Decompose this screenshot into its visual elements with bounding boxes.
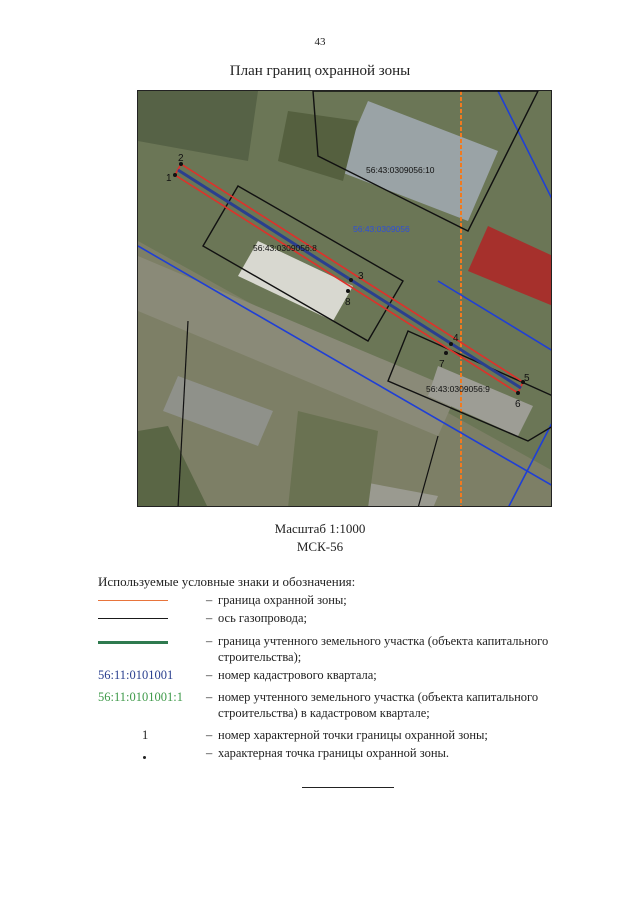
quarter-number-label: 56:43:0309056 (353, 224, 410, 234)
legend-text-symbol (98, 727, 198, 743)
legend-line-symbol (98, 633, 198, 649)
legend-dash: – (206, 634, 213, 648)
legend-line-swatch (98, 600, 168, 601)
legend-text-symbol (98, 667, 198, 683)
legend-heading: Используемые условные знаки и обозначения: (98, 574, 356, 589)
point-label: 1 (166, 173, 172, 184)
parcel-number-label: 56:43:0309056:8 (253, 243, 317, 253)
legend-description: номер учтенного земельного участка (объекта капитального строительства) в кадастровом квартале; (218, 690, 539, 720)
map-canvas (138, 91, 552, 507)
legend-symbol-text: 56:11:0101001:1 (98, 690, 183, 704)
point-label: 3 (358, 271, 364, 282)
legend-symbol-text: 1 (142, 728, 149, 742)
map-frame (137, 90, 552, 507)
legend-dot-symbol (98, 745, 198, 761)
point-label: 6 (515, 399, 521, 410)
legend-line-swatch (98, 641, 168, 644)
point-label: 2 (178, 153, 184, 164)
page-title: План границ охранной зоны (229, 63, 411, 79)
legend-description: граница охранной зоны; (218, 593, 347, 607)
zone-point (516, 391, 520, 395)
point-label: 7 (439, 359, 445, 370)
legend-line-symbol (98, 592, 198, 608)
legend-dash: – (206, 728, 213, 742)
legend-dot-swatch (143, 756, 146, 759)
point-label: 8 (345, 297, 351, 308)
legend-description: ось газопровода; (218, 611, 308, 625)
map-scale: Масштаб 1:1000 (274, 521, 366, 536)
parcel-number-label: 56:43:0309056:10 (366, 165, 435, 175)
legend-symbol-text: 56:11:0101001 (98, 668, 174, 682)
point-label: 5 (524, 373, 530, 384)
legend-description: характерная точка границы охранной зоны. (218, 746, 450, 760)
zone-point (444, 351, 448, 355)
legend-line-swatch (98, 618, 168, 619)
coordinate-system: МСК-56 (296, 539, 344, 554)
legend-dash: – (206, 611, 213, 625)
legend-dash: – (206, 593, 213, 607)
legend-text-symbol (98, 689, 198, 705)
page-number: 43 (314, 36, 326, 48)
zone-point (346, 289, 350, 293)
legend-dash: – (206, 668, 213, 682)
parcel-number-label: 56:43:0309056:9 (426, 384, 490, 394)
zone-point (349, 278, 353, 282)
legend-description: номер характерной точки границы охранной зоны; (218, 728, 488, 742)
legend-line-symbol (98, 610, 198, 626)
legend-description: граница учтенного земельного участка (объекта капитального строительства); (218, 634, 549, 664)
zone-point (173, 173, 177, 177)
point-label: 4 (453, 333, 459, 344)
legend-dash: – (206, 690, 213, 704)
footer-rule (302, 787, 394, 788)
legend-dash: – (206, 746, 213, 760)
legend-description: номер кадастрового квартала; (218, 668, 377, 682)
